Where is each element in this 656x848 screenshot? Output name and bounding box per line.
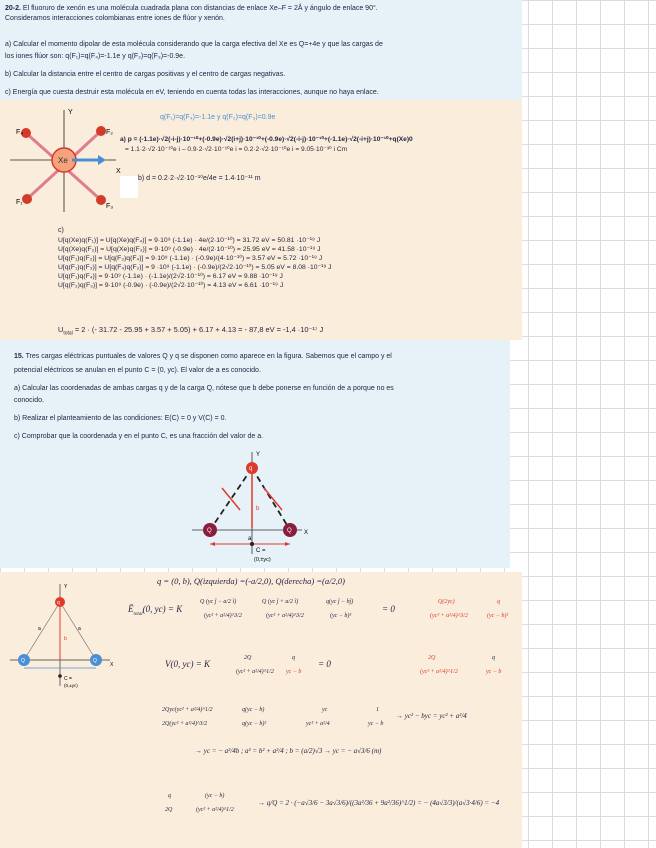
left-side — [24, 602, 60, 660]
question-a-line-1: a) Calcular las coordenadas de ambas cargas q y de la carga Q, nótese que b debe ponerse en función de a porque no es — [14, 385, 394, 392]
c-label: C = — [64, 676, 72, 682]
intro-line-1: El fluoruro de xenón es una molécula cuadrada plana con distancias de enlace Xe–F = 2Å y ángulo de enlace 90°. — [22, 5, 378, 12]
efield-result-2-num: q — [497, 599, 500, 605]
efield-equals-zero: = 0 — [382, 604, 395, 614]
question-c: c) Comprobar que la coordenada y en el punto C, es una fracción del valor de a. — [14, 433, 264, 440]
question-b: b) Calcular la distancia entre el centro de cargas positivas y el centro de cargas negativas. — [5, 71, 286, 78]
a-label: a — [248, 536, 252, 542]
energy-line: U[q(F₁)q(F₄)] = 9·10⁹ (-1.1e) · (-1.1e)/(2√2·10⁻¹⁰) = 6.17 eV = 9.88 ·10⁻¹⁹ J — [58, 273, 283, 280]
efield-term-2-den: (yc² + a²/4)^3/2 — [266, 613, 304, 619]
division-2-num: q(yc − b) — [242, 707, 265, 713]
question-a-line-1: a) Calcular el momento dipolar de esta molécula considerando que la carga efectiva del Xe es Q=+4e y que las cargas de — [5, 41, 383, 48]
white-patch — [120, 176, 138, 198]
dipole-moment-line-1: a) p = (-1.1e)·√2(-i-j)·10⁻¹⁰+(-0.9e)·√2(i+j)·10⁻¹⁰+(-0.9e)·√2(-i-j)·10⁻¹⁰+(-1.1e)·√2(-i+j)·10⁻¹⁰+q(Xe)0 — [120, 136, 413, 143]
x-label: X — [110, 662, 114, 668]
red-segment-right — [264, 488, 282, 510]
division-1-num: 2Qyc(yc² + a²/4)^1/2 — [162, 707, 213, 713]
q-left-label: Q — [207, 528, 212, 534]
division-result: → yc² − byc = yc² + a²/4 — [396, 712, 467, 720]
efield-term-2-num: Q (yc ĵ + a/2 î) — [262, 599, 299, 605]
intro-line-2: potencial eléctricos se anulan en el punto C = (0, yc). El valor de a es conocido. — [14, 367, 261, 374]
red-segment-left — [222, 488, 240, 510]
energy-line: U[q(Xe)q(F₁)] = U[q(Xe)q(F₄)] = 9·10⁹ (-1.1e) · 4e/(2·10⁻¹⁰) = 31.72 eV = 50.81 ·10⁻¹⁹ J — [58, 237, 321, 244]
energy-line: U[q(F₁)q(F₃)] = U[q(F₄)q(F₂)] = 9 ·10⁹ (-1.1e) · (-0.9e)/(2√2·10⁻¹⁰) = 5.05 eV = 8.08 ·10⁻¹⁹ J — [58, 264, 332, 271]
charge-coordinates: q = (0, b), Q(izquierda) =(-a/2,0), Q(derecha) =(a/2,0) — [157, 576, 345, 586]
intro-line-1: Tres cargas eléctricas puntuales de valores Q y q se disponen como aparece en la figura. Sabemos que el campo y el — [25, 353, 392, 360]
problem-20-2-intro — [5, 4, 378, 13]
b-label: b — [64, 636, 67, 642]
point-c — [250, 542, 254, 546]
division-3-den: yc² + a²/4 — [306, 721, 330, 727]
potential-term-1-den: (yc² + a²/4)^1/2 — [236, 669, 274, 675]
a-label-right: a — [78, 626, 81, 632]
q-label: q — [57, 600, 60, 606]
potential-result-1-den: (yc² + a²/4)^1/2 — [420, 669, 458, 675]
f1-atom — [22, 194, 32, 204]
question-b: b) Realizar el planteamiento de las condiciones: E(C) = 0 y V(C) = 0. — [14, 415, 227, 422]
e-args: (0, yc) = K — [142, 604, 183, 614]
question-c: c) Energía que cuesta destruir esta molécula en eV, teniendo en cuenta todas las interacciones, aunque no haya enlace. — [5, 89, 379, 96]
solution-figure — [10, 580, 120, 690]
problem-number: 15. — [14, 353, 24, 360]
c-coords: (0,±yc) — [64, 683, 78, 688]
xef4-molecule-diagram — [0, 100, 130, 220]
potential-lhs: V(0, yc) = K — [165, 659, 211, 669]
total-energy — [58, 325, 323, 338]
ratio-mid-den: (yc² + a²/4)^1/2 — [196, 807, 234, 813]
three-charges-figure — [190, 448, 330, 568]
efield-term-1-den: (yc² + a²/4)^3/2 — [204, 613, 242, 619]
efield-term-1-num: Q (yc ĵ − a/2 î) — [200, 599, 237, 605]
ratio-mid-num: (yc − b) — [205, 793, 225, 799]
division-1-den: 2Q(yc² + a²/4)^3/2 — [162, 721, 208, 727]
question-a-line-2: conocido. — [14, 397, 44, 404]
ratio-num: q — [168, 793, 171, 799]
efield-term-3-den: (yc − b)³ — [330, 613, 352, 619]
b-label: b — [256, 506, 260, 512]
part-c-label: c) — [58, 227, 64, 234]
energy-line: U[q(Xe)q(F₂)] = U[q(Xe)q(F₃)] = 9·10⁹ (-0.9e) · 4e/(2·10⁻¹⁰) = 25.95 eV = 41.58 ·10⁻¹⁹ J — [58, 246, 321, 253]
efield-lhs — [128, 605, 182, 619]
f2-label: F₂ — [106, 129, 113, 136]
q-right-label: Q — [93, 658, 97, 664]
ratio-result: → q/Q = 2 · (−a√3/6 − 3a√3/6)/((3a²/36 + 9a²/36)^1/2) = − (4a√3/3)/(a√3·4/6) = −4 — [258, 799, 500, 807]
f1-label: F₁ — [16, 199, 23, 206]
division-3-num: yc — [322, 707, 328, 713]
potential-term-1-num: 2Q — [244, 655, 252, 661]
fluorine-charges-note: q(F₁)=q(F₄)=-1.1e y q(F₂)=q(F₃)=0.9e — [160, 114, 276, 121]
ratio-den: 2Q — [165, 807, 173, 813]
question-a-line-2: los iones flúor son: q(F₁)=q(F₄)=-1.1e y q(F₂)=q(F₃)=-0.9e. — [5, 53, 186, 60]
efield-term-3-num: q(yc ĵ − bĵ) — [326, 599, 354, 605]
energy-line: U[q(F₁)q(F₂)] = U[q(F₃)q(F₄)] = 9·10⁹ (-1.1e) · (-0.9e)/(4·10⁻¹⁰) = 3.57 eV = 5.72 ·10⁻¹⁹ J — [58, 255, 323, 262]
y-label: Y — [64, 584, 68, 590]
arrow-left — [210, 542, 215, 546]
u-total-symbol: U — [58, 325, 64, 334]
e-symbol: Ē — [128, 604, 134, 614]
dipole-arrow-head — [98, 155, 106, 165]
c-label: C = — [256, 548, 266, 554]
charge-centre-distance: b) d = 0.2·2·√2·10⁻¹⁰e/4e = 1.4·10⁻¹¹ m — [138, 175, 261, 182]
energy-line: U[q(F₂)q(F₃)] = 9·10⁹ (-0.9e) · (-0.9e)/(2√2·10⁻¹⁰) = 4.13 eV = 6.61 ·10⁻¹⁹ J — [58, 282, 284, 289]
xe-label: Xe — [58, 156, 68, 165]
arrow-right — [285, 542, 290, 546]
f3-atom — [96, 195, 106, 205]
a-label-left: a — [38, 626, 41, 632]
right-side — [252, 468, 290, 530]
y-label: Y — [256, 452, 261, 458]
potential-term-2-den: yc − b — [286, 669, 302, 675]
e-subscript: total — [133, 611, 143, 617]
division-4-num: 1 — [376, 707, 379, 713]
division-2-den: q(yc − b)² — [242, 721, 267, 727]
potential-result-2-num: q — [492, 655, 495, 661]
dipole-moment-line-2: = 1.1·2·√2·10⁻¹⁰e i – 0.9·2·√2·10⁻¹⁰e i = 0.2·2·√2·10⁻¹⁰e i = 9.05·10⁻³⁰ i Cm — [125, 146, 348, 153]
potential-result-2-den: yc − b — [486, 669, 502, 675]
q-label: q — [249, 466, 253, 472]
x-label: X — [304, 530, 309, 536]
x-axis-label: X — [116, 168, 121, 175]
q-right-label: Q — [287, 528, 292, 534]
c-coords: (0,±yc) — [254, 557, 271, 563]
u-total-value: = 2 · (- 31.72 - 25.95 + 3.57 + 5.05) + 6.17 + 4.13 = - 87,8 eV = -1,4 ·10⁻¹⁷ J — [74, 325, 324, 334]
efield-result-1-den: (yc² + a²/4)^3/2 — [430, 613, 468, 619]
potential-term-2-num: q — [292, 655, 295, 661]
problem-number: 20-2. — [5, 5, 21, 12]
division-4-den: yc − b — [368, 721, 384, 727]
f2-atom — [96, 126, 106, 136]
problem-15-intro — [14, 352, 392, 361]
potential-equals-zero: = 0 — [318, 659, 331, 669]
efield-result-2-den: (yc − b)² — [487, 613, 509, 619]
point-c — [58, 674, 62, 678]
f3-label: F₃ — [106, 203, 114, 210]
potential-result-1-num: 2Q — [428, 655, 436, 661]
u-total-subscript: total — [63, 330, 73, 337]
y-axis-label: Y — [68, 109, 73, 116]
yc-derivation: → yc = − a²/4b ; a² = b² + a²/4 ; b = (a/2)√3 → yc = − a√3/6 (m) — [195, 747, 382, 755]
intro-line-2: Consideramos interacciones colombianas entre iones de flúor y xenón. — [5, 15, 225, 22]
efield-result-1-num: Q(2yc) — [438, 599, 455, 605]
q-left-label: Q — [21, 658, 25, 664]
f4-label: F₄ — [16, 129, 24, 136]
